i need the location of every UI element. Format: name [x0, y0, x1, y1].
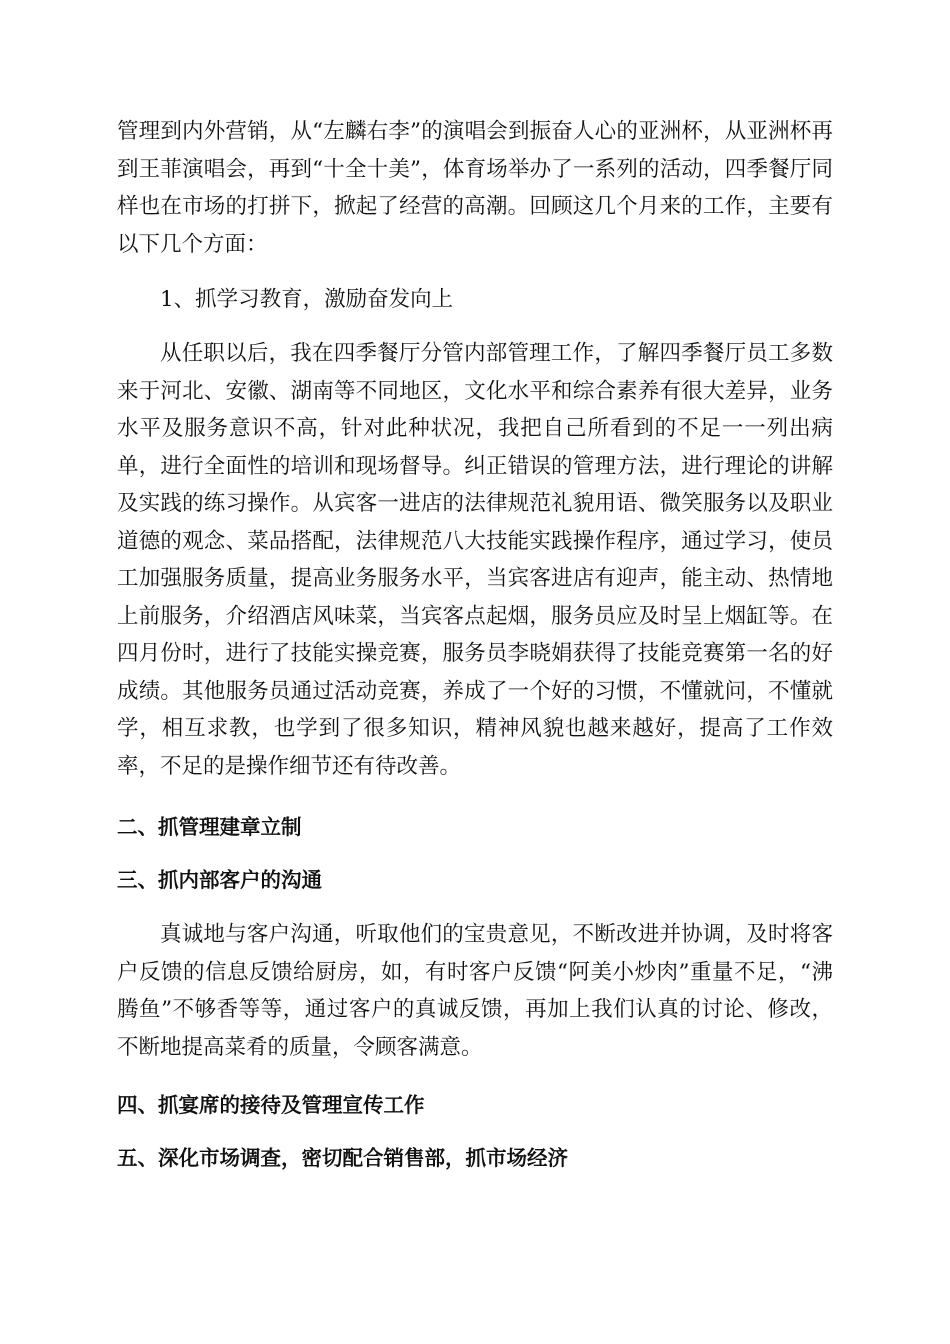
section-4-heading: 四、抓宴席的接待及管理宣传工作	[117, 1093, 425, 1117]
intro-paragraph: 管理到内外营销，从“左麟右李”的演唱会到振奋人心的亚洲杯，从亚洲杯再到王菲演唱会，再到“十全十美”，体育场举办了一系列的活动，四季餐厅同样也在市场的打拼下，掀起了经营的高潮。回顾这几个月来的工作，主要有以下几个方面：	[117, 119, 833, 257]
section-5-heading: 五、深化市场调查，密切配合销售部，抓市场经济	[117, 1146, 568, 1170]
section-3-heading: 三、抓内部客户的沟通	[117, 868, 322, 892]
section-2-heading: 二、抓管理建章立制	[117, 815, 302, 839]
section-1-body: 从任职以后，我在四季餐厅分管内部管理工作，了解四季餐厅员工多数来于河北、安徽、湖南等不同地区，文化水平和综合素养有很大差异，业务水平及服务意识不高，针对此种状况，我把自己所看到的不足一一列出病单，进行全面性的培训和现场督导。纠正错误的管理方法，进行理论的讲解及实践的练习操作。从宾客一进店的法律规范礼貌用语、微笑服务以及职业道德的观念、菜品搭配，法律规范八大技能实践操作程序，通过学习，使员工加强服务质量，提高业务服务水平，当宾客进店有迎声，能主动、热情地上前服务，介绍酒店风味菜，当宾客点起烟，服务员应及时呈上烟缸等。在四月份时，进行了技能实操竞赛，服务员李晓娟获得了技能竞赛第一名的好成绩。其他服务员通过活动竞赛，养成了一个好的习惯，不懂就问，不懂就学，相互求教，也学到了很多知识，精神风貌也越来越好，提高了工作效率，不足的是操作细节还有待改善。	[117, 341, 833, 779]
section-1-title: 1、抓学习教育，激励奋发向上	[160, 287, 454, 312]
section-3-body: 真诚地与客户沟通，听取他们的宝贵意见，不断改进并协调，及时将客户反馈的信息反馈给厨房，如，有时客户反馈“阿美小炒肉”重量不足，“沸腾鱼”不够香等等，通过客户的真诚反馈，再加上我们认真的讨论、修改，不断地提高菜肴的质量，令顾客满意。	[117, 922, 833, 1060]
